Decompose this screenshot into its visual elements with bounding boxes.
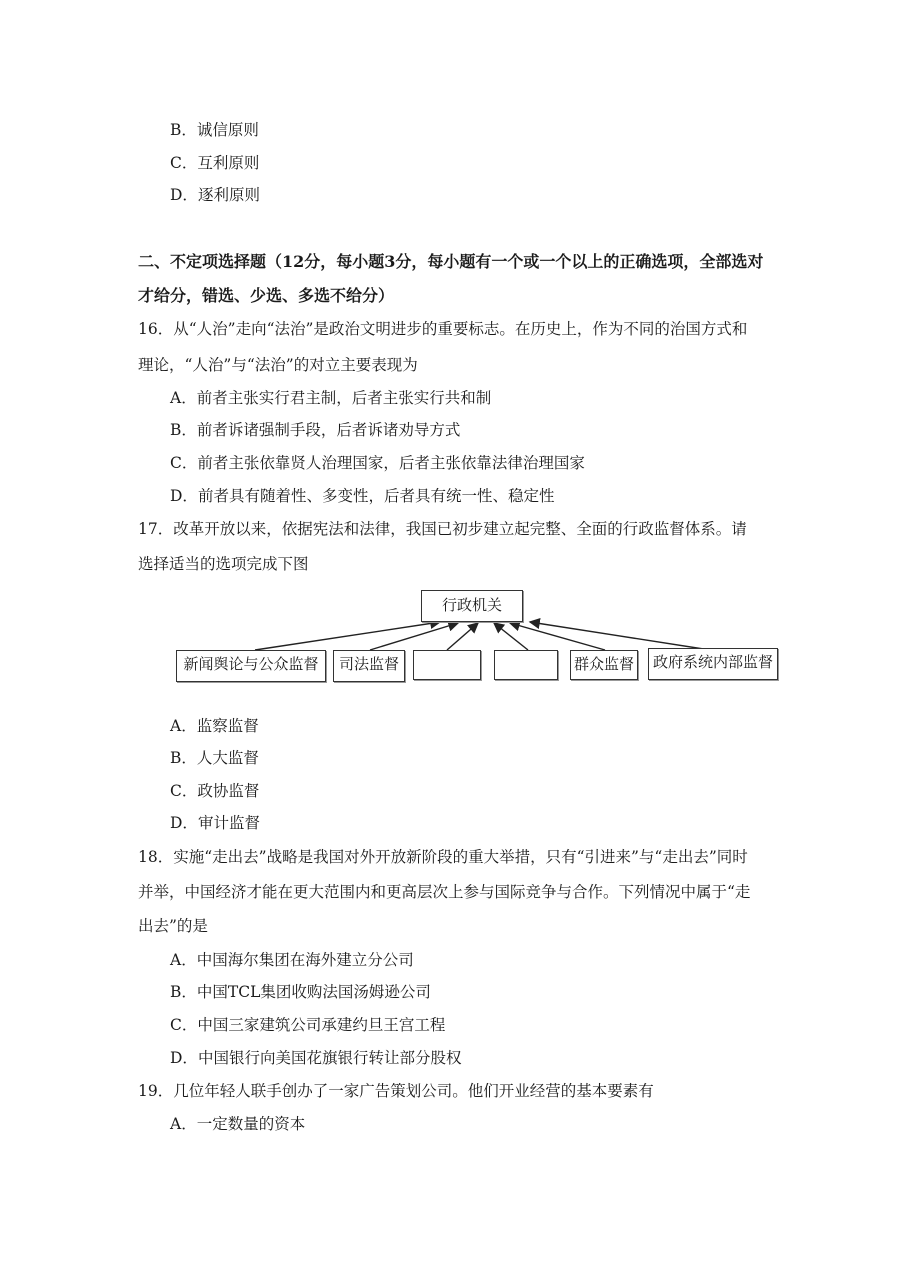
q16-option-a: A．前者主张实行君主制，后者主张实行共和制 (170, 389, 492, 407)
q16-option-b: B．前者诉诸强制手段，后者诉诸劝导方式 (170, 421, 461, 439)
q18-stem-line1: 18．实施“走出去”战略是我国对外开放新阶段的重大举措，只有“引进来”与“走出去”同时 (138, 848, 748, 866)
diagram-box-judicial: 司法监督 (333, 650, 405, 682)
arrow-1 (255, 622, 440, 650)
q17-option-b: B．人大监督 (170, 749, 259, 767)
q16-stem-line1: 16．从“人治”走向“法治”是政治文明进步的重要标志。在历史上，作为不同的治国方式和 (138, 320, 748, 338)
arrow-5 (510, 623, 605, 650)
q16-stem-line2: 理论，“人治”与“法治”的对立主要表现为 (138, 356, 418, 374)
q18-stem-line2: 并举，中国经济才能在更大范围内和更高层次上参与国际竞争与合作。下列情况中属于“走 (138, 883, 751, 901)
arrow-3 (447, 623, 478, 650)
diagram-box-blank-1 (413, 650, 481, 680)
diagram-top-box: 行政机关 (421, 590, 523, 622)
q19-option-a: A．一定数量的资本 (170, 1115, 306, 1133)
q16-option-c: C．前者主张依靠贤人治理国家，后者主张依靠法律治理国家 (170, 454, 585, 472)
section-heading-line1: 二、不定项选择题（12分，每小题3分，每小题有一个或一个以上的正确选项，全部选对 (138, 252, 764, 271)
q18-option-d: D．中国银行向美国花旗银行转让部分股权 (170, 1049, 462, 1067)
diagram-box-news: 新闻舆论与公众监督 (176, 650, 326, 682)
q17-option-c: C．政协监督 (170, 782, 260, 800)
arrow-2 (370, 623, 458, 650)
diagram-box-blank-2 (494, 650, 558, 680)
q18-option-c: C．中国三家建筑公司承建约旦王宫工程 (170, 1016, 446, 1034)
q19-stem-line1: 19．几位年轻人联手创办了一家广告策划公司。他们开业经营的基本要素有 (138, 1082, 654, 1100)
q17-option-d: D．审计监督 (170, 814, 260, 832)
q18-stem-line3: 出去”的是 (138, 917, 208, 935)
q18-option-a: A．中国海尔集团在海外建立分公司 (170, 951, 414, 969)
q18-option-b: B．中国TCL集团收购法国汤姆逊公司 (170, 983, 431, 1001)
option-b-prev: B．诚信原则 (170, 121, 259, 139)
diagram-box-internal: 政府系统内部监督 (648, 648, 778, 680)
q17-stem-line2: 选择适当的选项完成下图 (138, 555, 309, 573)
diagram-box-masses: 群众监督 (570, 650, 638, 680)
option-d-prev: D．逐利原则 (170, 186, 260, 204)
q16-option-d: D．前者具有随着性、多变性，后者具有统一性、稳定性 (170, 487, 555, 505)
option-c-prev: C．互利原则 (170, 154, 260, 172)
q17-stem-line1: 17．改革开放以来，依据宪法和法律，我国已初步建立起完整、全面的行政监督体系。请 (138, 520, 747, 538)
q17-option-a: A．监察监督 (170, 717, 259, 735)
section-heading-line2: 才给分，错选、少选、多选不给分） (138, 286, 395, 305)
